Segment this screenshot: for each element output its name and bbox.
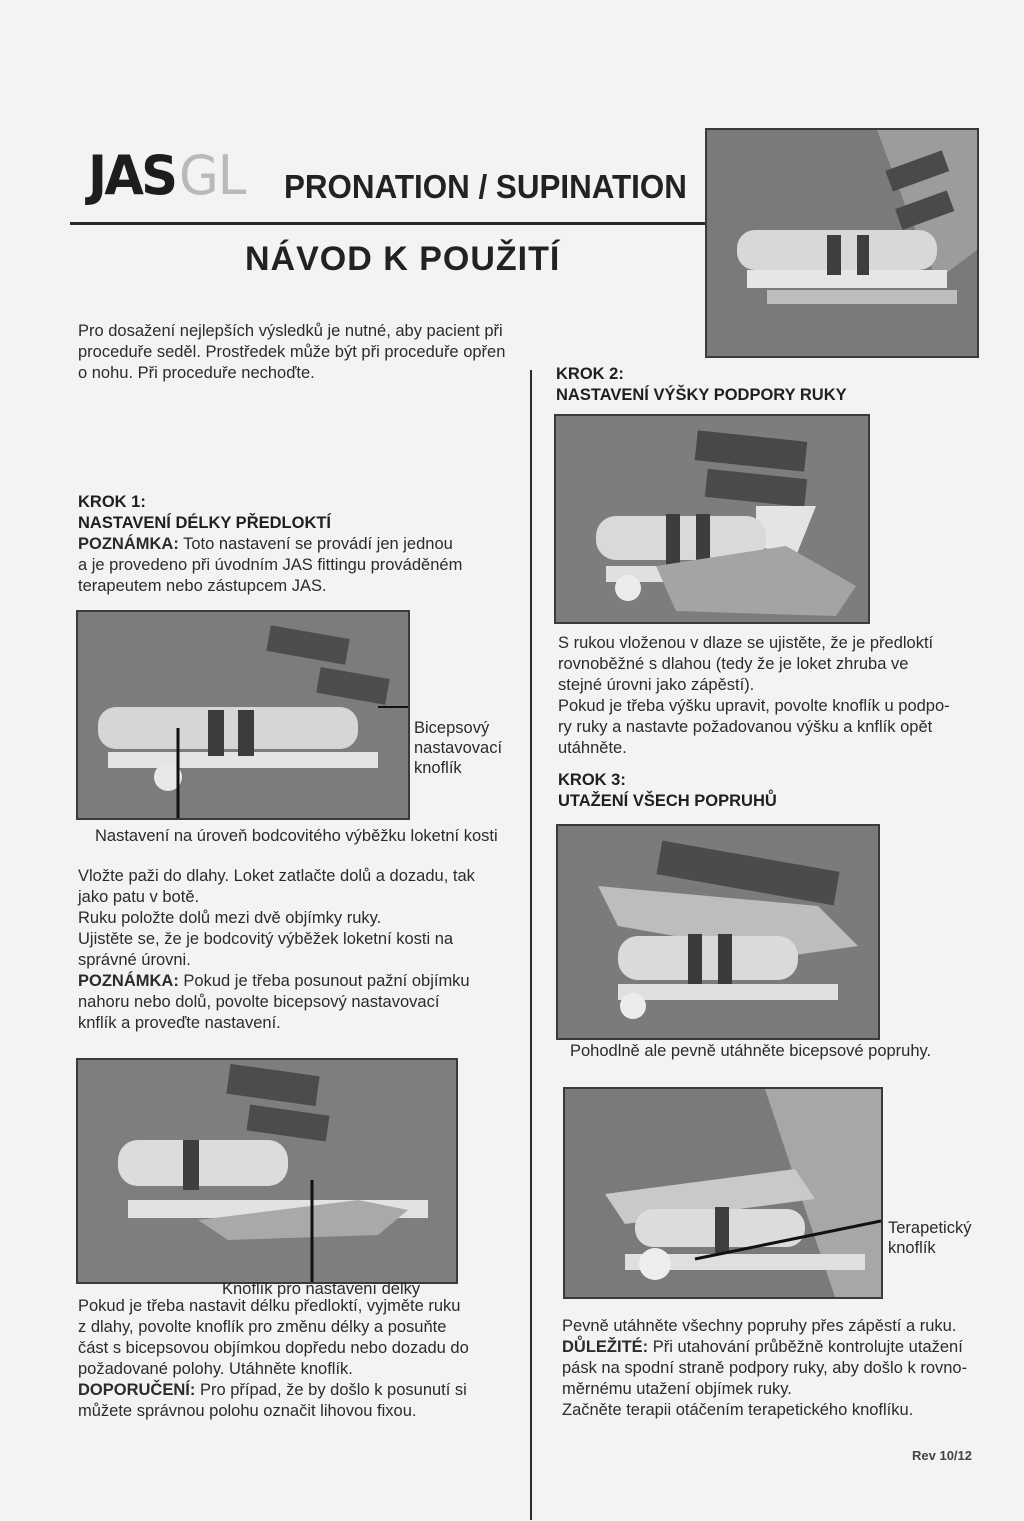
step1-body2: Pokud je třeba nastavit délku předloktí, vyjměte ruku z dlahy, povolte knoflík pro změnu délky a posuňte část s bicepsovou objímkou dopředu nebo dozadu do požadované polohy. Utáhněte knoflík. DOPORUČENÍ: Pro případ, že by došlo k posunutí si můžete správnou polohu označit lihovou fixou. [78, 1297, 469, 1420]
product-title: PRONATION / SUPINATION [284, 168, 687, 205]
step1-note: POZNÁMKA: Toto nastavení se provádí jen jednou a je provedeno při úvodním JAS fittingu prováděném terapeutem nebo zástupcem JAS. [78, 535, 463, 595]
step2-heading: KROK 2: NASTAVENÍ VÝŠKY PODPORY RUKY [556, 365, 847, 404]
step3-body: Pevně utáhněte všechny popruhy přes zápěstí a ruku. DŮLEŽITÉ: Při utahování průběžně kontrolujte utažení pásk na spodní straně podpory ruky, aby došlo k rovno- měrnému utažení objímek ruky. Začněte terapii otáčením terapetického knoflíku. [562, 1317, 968, 1419]
intro-text: Pro dosažení nejlepších výsledků je nutné, aby pacient při proceduře seděl. Prostředek může být při proceduře opřen o nohu. Při proceduře nechoďte. [78, 322, 506, 382]
length-knob-callout: Knoflík pro nastavení délky [222, 1280, 421, 1298]
step1-photo-top [76, 610, 410, 820]
step2-body: S rukou vloženou v dlaze se ujistěte, že je předloktí rovnoběžné s dlahou (tedy že je loket zhruba ve stejné úrovni jako zápěstí). Pokud je třeba výšku upravit, povolte knoflík u podpo- ry ruky a nastavte požadovanou výšku a knflík opět utáhněte. [558, 634, 950, 757]
header-photo [705, 128, 979, 358]
step3-heading: KROK 3: UTAŽENÍ VŠECH POPRUHŮ [558, 771, 777, 810]
header-rule [70, 222, 710, 225]
step1-photo-bottom [76, 1058, 458, 1284]
step1-body: Vložte paži do dlahy. Loket zatlačte dolů a dozadu, tak jako patu v botě. Ruku položte dolů mezi dvě objímky ruky. Ujistěte se, že je bodcovitý výběžek loketní kosti na správné úrovni. POZNÁMKA: Pokud je třeba posunout pažní objímku nahoru nebo dolů, povolte bicepsový nastavovací knflík a proveďte nastavení. [78, 867, 475, 1032]
step3-photo-top [556, 824, 880, 1040]
step2-photo [554, 414, 870, 624]
step1-heading: KROK 1: NASTAVENÍ DÉLKY PŘEDLOKTÍ [78, 493, 332, 532]
therapy-knob-callout: Terapetický knoflík [888, 1219, 972, 1257]
page-title: NÁVOD K POUŽITÍ [245, 240, 561, 278]
olecranon-caption: Nastavení na úroveň bodcovitého výběžku loketní kosti [95, 827, 498, 845]
step3-caption: Pohodlně ale pevně utáhněte bicepsové popruhy. [570, 1042, 932, 1060]
bicep-knob-callout: Bicepsový nastavovací knoflík [414, 719, 503, 777]
jas-logo: JASGL [88, 144, 246, 207]
step3-photo-bottom [563, 1087, 883, 1299]
revision-label: Rev 10/12 [912, 1448, 972, 1463]
column-divider [530, 370, 532, 1520]
